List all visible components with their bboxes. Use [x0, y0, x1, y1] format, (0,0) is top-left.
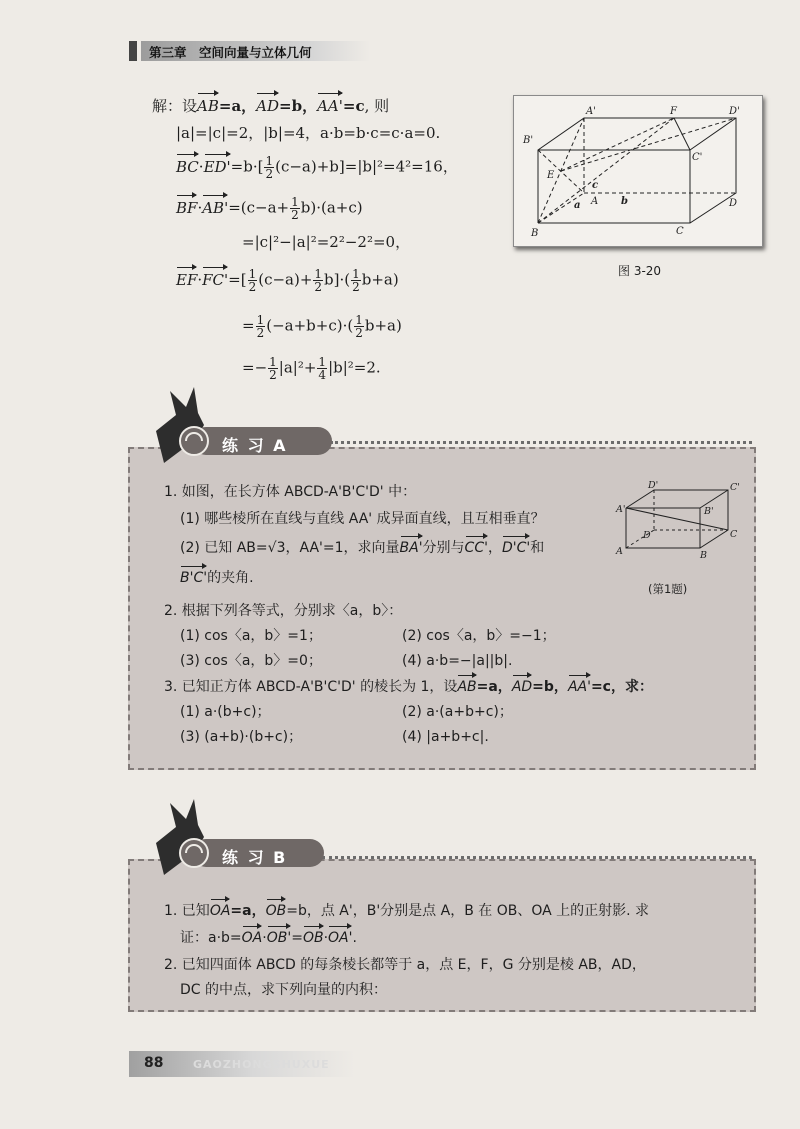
- series-title: GAOZHONGSHUXUE: [193, 1058, 330, 1071]
- expr: =(c−a+: [228, 198, 290, 217]
- numerator: 1: [318, 355, 327, 369]
- tab-badge: [180, 839, 208, 867]
- q-text: =b，点 A'，B'分别是点 A，B 在 OB、OA 上的正射影. 求: [286, 903, 650, 919]
- q-text: ·: [262, 930, 267, 946]
- exercise-a-q3-1: (1) a·(b+c)；: [180, 704, 271, 720]
- exercise-a-q3-3: (3) (a+b)·(b+c)；: [180, 729, 303, 745]
- exercise-a-q3-2: (2) a·(a+b+c)；: [402, 704, 513, 720]
- vector-AD: AD: [256, 97, 280, 115]
- label-D: D: [643, 530, 651, 541]
- expr: =b·[: [230, 157, 264, 176]
- q-text: =a，: [230, 903, 266, 919]
- denominator: 2: [269, 368, 277, 382]
- exercise-a-q1-1: (1) 哪些棱所在直线与直线 AA' 成异面直线，且互相垂直？: [180, 511, 545, 527]
- label-B: B: [700, 550, 707, 560]
- vector-ED1: ED': [203, 157, 231, 176]
- segment-ED1: [561, 118, 736, 171]
- q-text: =b，: [532, 679, 568, 695]
- q-text: 证：a·b=: [180, 930, 242, 946]
- label-C: C: [730, 529, 738, 540]
- exercise-a-title: 练 习 A: [222, 436, 288, 455]
- dot: ·: [197, 198, 203, 217]
- vector-OA: OA: [209, 903, 231, 919]
- fraction-half: [351, 268, 361, 293]
- vector-OA: OA: [241, 930, 263, 946]
- vector-OB: OB: [265, 903, 287, 919]
- label-D1: D': [648, 480, 659, 491]
- cuboid-small-diagram: [614, 480, 744, 560]
- label-F: F: [670, 106, 677, 117]
- denominator: 2: [265, 167, 274, 181]
- vector-BC: BC: [176, 157, 199, 176]
- diag-B1A: [538, 150, 584, 193]
- exercise-a-q2-2: (2) cos〈a，b〉=−1；: [402, 628, 556, 644]
- vector-AB1: AB': [202, 198, 229, 217]
- numerator: 1: [248, 267, 257, 281]
- exercise-a-q2-4: (4) a·b=−|a||b|.: [402, 653, 513, 669]
- solution-line-1: [152, 97, 389, 115]
- q-text: 3. 已知正方体 ABCD-A'B'C'D' 的棱长为 1，设: [164, 679, 458, 695]
- label-D: D: [729, 198, 738, 209]
- exercise-a-q1-3: [180, 570, 254, 587]
- exercise-a-figure-caption: (第1题): [648, 582, 688, 596]
- header-bar: [129, 41, 137, 61]
- numerator: 1: [314, 267, 323, 281]
- vector-B1C1: B'C': [180, 570, 208, 586]
- solution-line-5: =|c|²−|a|²=2²−2²=0，: [242, 233, 411, 251]
- vector-AA1: AA': [567, 679, 591, 695]
- solution-line-8: [242, 356, 381, 381]
- label-C: C: [676, 226, 684, 237]
- expr: |a|²+: [278, 358, 317, 377]
- label-C1: C': [692, 152, 703, 163]
- label-E: E: [547, 170, 555, 181]
- fraction-half: [264, 155, 274, 180]
- q-text: 1. 已知: [164, 903, 210, 919]
- numerator: 1: [291, 195, 299, 209]
- denominator: 2: [314, 280, 323, 294]
- segment-BF: [538, 118, 674, 223]
- fraction-half: [290, 196, 300, 221]
- vector-AB: AB: [457, 679, 477, 695]
- vector-CC1: CC': [464, 540, 488, 556]
- fraction-half: [256, 314, 266, 339]
- denominator: 2: [291, 208, 299, 222]
- solution-line-3: [176, 155, 458, 180]
- q-text: 和: [530, 540, 545, 556]
- vector-AA1: AA': [317, 97, 343, 115]
- label-C1: C': [730, 482, 740, 493]
- vector-D1C1: D'C': [501, 540, 531, 556]
- expr: b]·(: [324, 270, 351, 289]
- expr: b)·(a+c): [300, 198, 363, 217]
- vector-BF: BF: [176, 198, 198, 217]
- vector-FC1: FC': [202, 270, 229, 289]
- exercise-a-q1: 1. 如图，在长方体 ABCD-A'B'C'D' 中：: [164, 484, 417, 500]
- q-text: 的夹角.: [207, 570, 254, 586]
- expr: b+a): [364, 316, 402, 335]
- page-number: 88: [144, 1055, 164, 1071]
- denominator: 4: [318, 368, 327, 382]
- exercise-a-q2-1: (1) cos〈a，b〉=1；: [180, 628, 322, 644]
- fraction-half: [248, 268, 258, 293]
- label-a: a: [574, 200, 581, 211]
- label-A1: A': [616, 504, 626, 515]
- expr: (−a+b+c)·(: [266, 316, 354, 335]
- q-text: .: [352, 930, 357, 946]
- label-c: c: [592, 180, 599, 191]
- vector-OB1: OB': [266, 930, 292, 946]
- exercise-a-q2: 2. 根据下列各等式，分别求〈a，b〉：: [164, 603, 403, 619]
- cuboid-outline: [538, 118, 736, 223]
- expr: (c−a)+b]=|b|²=4²=16，: [275, 157, 458, 176]
- solution-line-7: [242, 314, 402, 339]
- label-A: A: [616, 546, 623, 557]
- fraction-half: [313, 268, 323, 293]
- exercise-b-q2-line2: DC 的中点，求下列向量的内积：: [180, 982, 388, 998]
- label-B1: B': [523, 135, 534, 146]
- tab-badge: [180, 427, 208, 455]
- label-B: B: [531, 228, 539, 239]
- vector-BA1: BA': [399, 540, 423, 556]
- label-B1: B': [704, 506, 714, 517]
- eq-b: =b，: [279, 97, 318, 115]
- solution-intro: 解：设: [152, 97, 198, 115]
- solution-line-2: |a|=|c|=2，|b|=4，a·b=b·c=c·a=0.: [176, 124, 441, 142]
- denominator: 2: [352, 280, 360, 294]
- label-D1: D': [729, 106, 740, 117]
- numerator: 1: [256, 313, 265, 327]
- expr: =[: [228, 270, 247, 289]
- numerator: 1: [269, 355, 277, 369]
- vector-AD: AD: [511, 679, 533, 695]
- eq-a: =a，: [218, 97, 257, 115]
- q-text: =c，求：: [590, 679, 653, 695]
- eq-c: =c: [342, 97, 365, 115]
- exercise-b-q2: 2. 已知四面体 ABCD 的每条棱长都等于 a，点 E，F，G 分别是棱 AB，AD，: [164, 957, 646, 973]
- denominator: 2: [355, 326, 363, 340]
- dot: ·: [198, 157, 204, 176]
- exercise-a-q2-3: (3) cos〈a，b〉=0；: [180, 653, 322, 669]
- solution-line-4: [176, 196, 363, 221]
- exercise-b-q1: [164, 903, 649, 920]
- solution-line-6: [176, 268, 399, 293]
- exercise-a-q3-4: (4) |a+b+c|.: [402, 729, 489, 745]
- numerator: 1: [355, 313, 363, 327]
- label-b: b: [621, 196, 628, 207]
- exercise-a-q3: [164, 679, 653, 696]
- q-text: ·: [323, 930, 329, 946]
- q-text: (2) 已知 AB=√3，AA'=1，求向量: [180, 540, 400, 556]
- figure-3-20-caption: 图 3-20: [618, 264, 662, 278]
- fraction-half: [268, 356, 278, 381]
- figure-3-20: [513, 95, 763, 247]
- page-footer: [129, 1051, 355, 1077]
- q-text: ，: [487, 540, 502, 556]
- chapter-title: 第三章 空间向量与立体几何: [149, 45, 312, 60]
- q-text: =a，: [476, 679, 512, 695]
- exercise-a-figure: [614, 480, 744, 560]
- fraction-half: [354, 314, 364, 339]
- q-text: 分别与: [422, 540, 465, 556]
- vector-AB: AB: [197, 97, 219, 115]
- dot: ·: [197, 270, 203, 289]
- expr: =: [242, 316, 255, 335]
- label-A: A: [591, 196, 599, 207]
- exercise-b-q1-line2: [180, 930, 357, 947]
- vector-EF: EF: [176, 270, 198, 289]
- fraction-quarter: [317, 356, 327, 381]
- solution-then: , 则: [364, 97, 390, 115]
- exercise-a-rule: [330, 441, 752, 444]
- segment-EF: [561, 118, 674, 171]
- exercise-a-q1-2: [180, 540, 544, 557]
- denominator: 2: [248, 280, 257, 294]
- cuboid-diagram: [514, 96, 762, 246]
- expr: |b|²=2.: [328, 358, 381, 377]
- chapter-header: [129, 41, 370, 61]
- label-A1: A': [586, 106, 596, 117]
- edge-C1D1: [690, 118, 736, 150]
- numerator: 1: [352, 267, 360, 281]
- vector-OB: OB: [302, 930, 324, 946]
- expr: (c−a)+: [258, 270, 313, 289]
- q-text: =: [291, 930, 303, 946]
- numerator: 1: [265, 154, 274, 168]
- vector-OA1: OA': [328, 930, 353, 946]
- denominator: 2: [256, 326, 265, 340]
- expr: =−: [242, 358, 268, 377]
- exercise-b-title: 练 习 B: [222, 848, 288, 867]
- expr: b+a): [361, 270, 399, 289]
